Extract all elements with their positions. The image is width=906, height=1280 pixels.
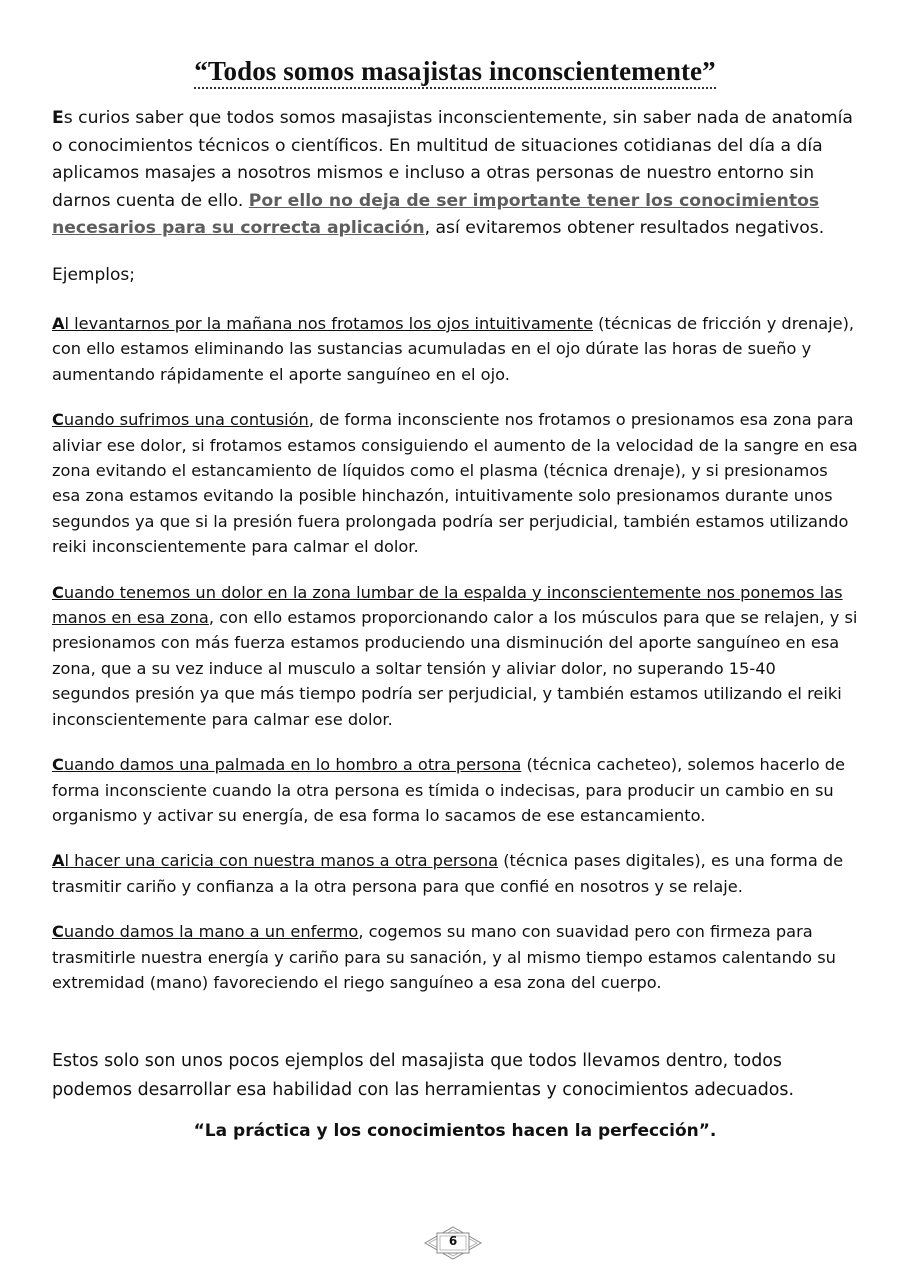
intro-text-b: , así evitaremos obtener resultados negativos. xyxy=(424,218,825,238)
example-heading xyxy=(52,410,309,429)
example-cap-letter: A xyxy=(52,314,65,333)
example-heading-text: uando sufrimos una contusión xyxy=(63,410,309,430)
example-paragraph xyxy=(52,580,858,732)
example-paragraph xyxy=(52,311,858,387)
example-heading xyxy=(52,922,358,941)
example-heading-text: uando damos una palmada en lo hombro a otra persona xyxy=(63,755,522,775)
page-title-text: “Todos somos masajistas inconscientemente” xyxy=(194,56,715,89)
intro-emphasis: Por ello no deja de ser importante tener los conocimientos necesarios para su correcta aplicación xyxy=(52,190,820,238)
intro-paragraph xyxy=(52,105,858,243)
intro-text-a: s curios saber que todos somos masajistas inconscientemente, sin saber nada de anatomía o conocimientos técnicos o científicos. En multitud de situaciones cotidianas del día a día aplicamos masajes a nosotros mismos e incluso a otras personas de nuestro entorno sin darnos cuenta de ello. xyxy=(52,108,853,211)
example-cap-letter: C xyxy=(52,922,64,942)
example-text: , con ello estamos proporcionando calor a los músculos para que se relajen, y si presionamos con más fuerza estamos produciendo una disminución del aporte sanguíneo en esa zona, que a su vez induce al musculo a soltar tensión y aliviar dolor, no superando 15-40 segundos presión ya que más tiempo podría ser perjudicial, y también estamos utilizando el reiki inconscientemente para calmar ese dolor. xyxy=(52,608,858,729)
example-text: (técnica cacheteo), solemos hacerlo de forma inconsciente cuando la otra persona es tímida o indecisas, para producir un cambio en su organismo y activar su energía, de esa forma lo sacamos de ese estancamiento. xyxy=(52,755,845,825)
page-number-badge xyxy=(423,1226,483,1260)
example-paragraph xyxy=(52,752,858,828)
example-text: , cogemos su mano con suavidad pero con firmeza para trasmitirle nuestra energía y cariño para su sanación, y al mismo tiempo estamos calentando su extremidad (mano) favoreciendo el riego sanguíneo a esa zona del cuerpo. xyxy=(52,922,836,992)
intro-lead-letter: E xyxy=(52,108,64,128)
example-heading-text: uando damos la mano a un enfermo xyxy=(63,922,359,942)
page-title xyxy=(52,56,858,87)
example-heading xyxy=(52,755,521,774)
example-paragraph xyxy=(52,848,858,899)
closing-paragraph: Estos solo son unos pocos ejemplos del masajista que todos llevamos dentro, todos podemos desarrollar esa habilidad con las herramientas y conocimientos adecuados. xyxy=(52,1051,794,1101)
example-cap-letter: C xyxy=(52,582,64,602)
example-text: , de forma inconsciente nos frotamos o presionamos esa zona para aliviar ese dolor, si frotamos estamos consiguiendo el aumento de la velocidad de la sangre en esa zona evitando el estancamiento de líquidos como el plasma (técnica drenaje), y si presionamos esa zona estamos evitando la posible hinchazón, intuitivamente solo presionamos durante unos segundos ya que si la presión fuera prolongada podría ser perjudicial, también estamos utilizando reiki inconscientemente para calmar el dolor. xyxy=(52,410,858,557)
document-page xyxy=(52,56,858,1158)
example-heading-text: l hacer una caricia con nuestra manos a otra persona xyxy=(64,851,499,871)
example-heading-text: uando tenemos un dolor en la zona lumbar de la espalda y inconscientemente nos ponemos las manos en esa zona xyxy=(52,582,843,628)
page-number: 6 xyxy=(448,1234,458,1248)
example-heading-text: l levantarnos por la mañana nos frotamos los ojos intuitivamente xyxy=(64,314,594,333)
example-cap-letter: C xyxy=(52,755,64,775)
example-text: (técnica pases digitales), es una forma de trasmitir cariño y confianza a la otra persona para que confié en nosotros y se relaje. xyxy=(52,851,844,896)
motto-quote: “La práctica y los conocimientos hacen la perfección”. xyxy=(193,1121,717,1142)
examples-label: Ejemplos; xyxy=(52,264,135,285)
example-paragraph xyxy=(52,919,858,995)
example-heading xyxy=(52,851,498,870)
example-text: (técnicas de fricción y drenaje), con ello estamos eliminando las sustancias acumuladas en el ojo dúrate las horas de sueño y aumentando rápidamente el aporte sanguíneo en el ojo. xyxy=(52,314,855,384)
example-paragraph xyxy=(52,407,858,559)
example-heading xyxy=(52,314,593,333)
example-cap-letter: C xyxy=(52,410,64,430)
example-cap-letter: A xyxy=(52,851,65,871)
